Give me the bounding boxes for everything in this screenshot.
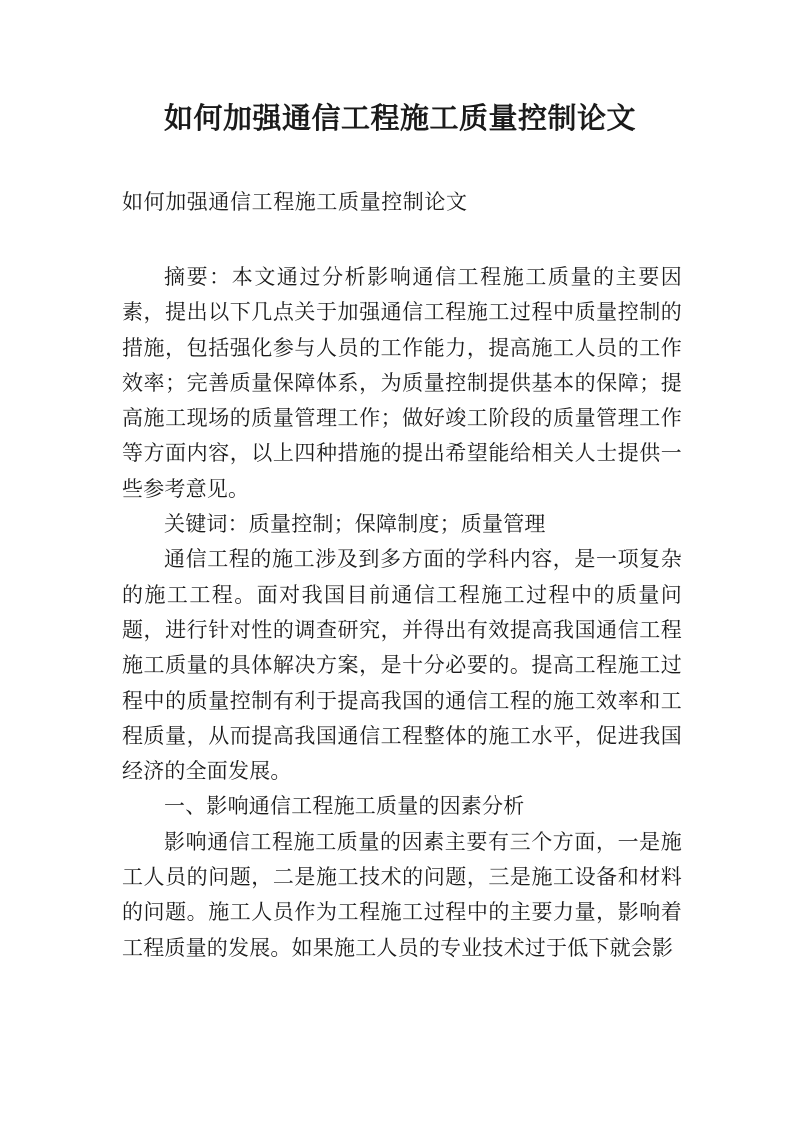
document-title: 如何加强通信工程施工质量控制论文 <box>163 101 636 135</box>
abstract-paragraph: 摘要：本文通过分析影响通信工程施工质量的主要因素，提出以下几点关于加强通信工程施工过程中质量控制的措施，包括强化参与人员的工作能力，提高施工人员的工作效率；完善质量保障体系，为质量控制提供基本的保障；提高施工现场的质量管理工作；做好竣工阶段的质量管理工作等方面内容，以上四种措施的提出希望能给相关人士提供一些参考意见。 <box>122 265 682 501</box>
document-body <box>122 232 682 966</box>
keywords-paragraph: 关键词：质量控制；保障制度；质量管理 <box>164 512 546 537</box>
section-heading: 一、影响通信工程施工质量的因素分析 <box>164 794 525 819</box>
document-subtitle: 如何加强通信工程施工质量控制论文 <box>122 190 468 214</box>
section-paragraph: 影响通信工程施工质量的因素主要有三个方面，一是施工人员的问题，二是施工技术的问题，三是施工设备和材料的问题。施工人员作为工程施工过程中的主要力量，影响着工程质量的发展。如果施工人员的专业技术过于低下就会影 <box>122 829 682 960</box>
intro-paragraph: 通信工程的施工涉及到多方面的学科内容，是一项复杂的施工工程。面对我国目前通信工程施工过程中的质量问题，进行针对性的调查研究，并得出有效提高我国通信工程施工质量的具体解决方案，是十分必要的。提高工程施工过程中的质量控制有利于提高我国的通信工程的施工效率和工程质量，从而提高我国通信工程整体的施工水平，促进我国经济的全面发展。 <box>122 547 682 784</box>
